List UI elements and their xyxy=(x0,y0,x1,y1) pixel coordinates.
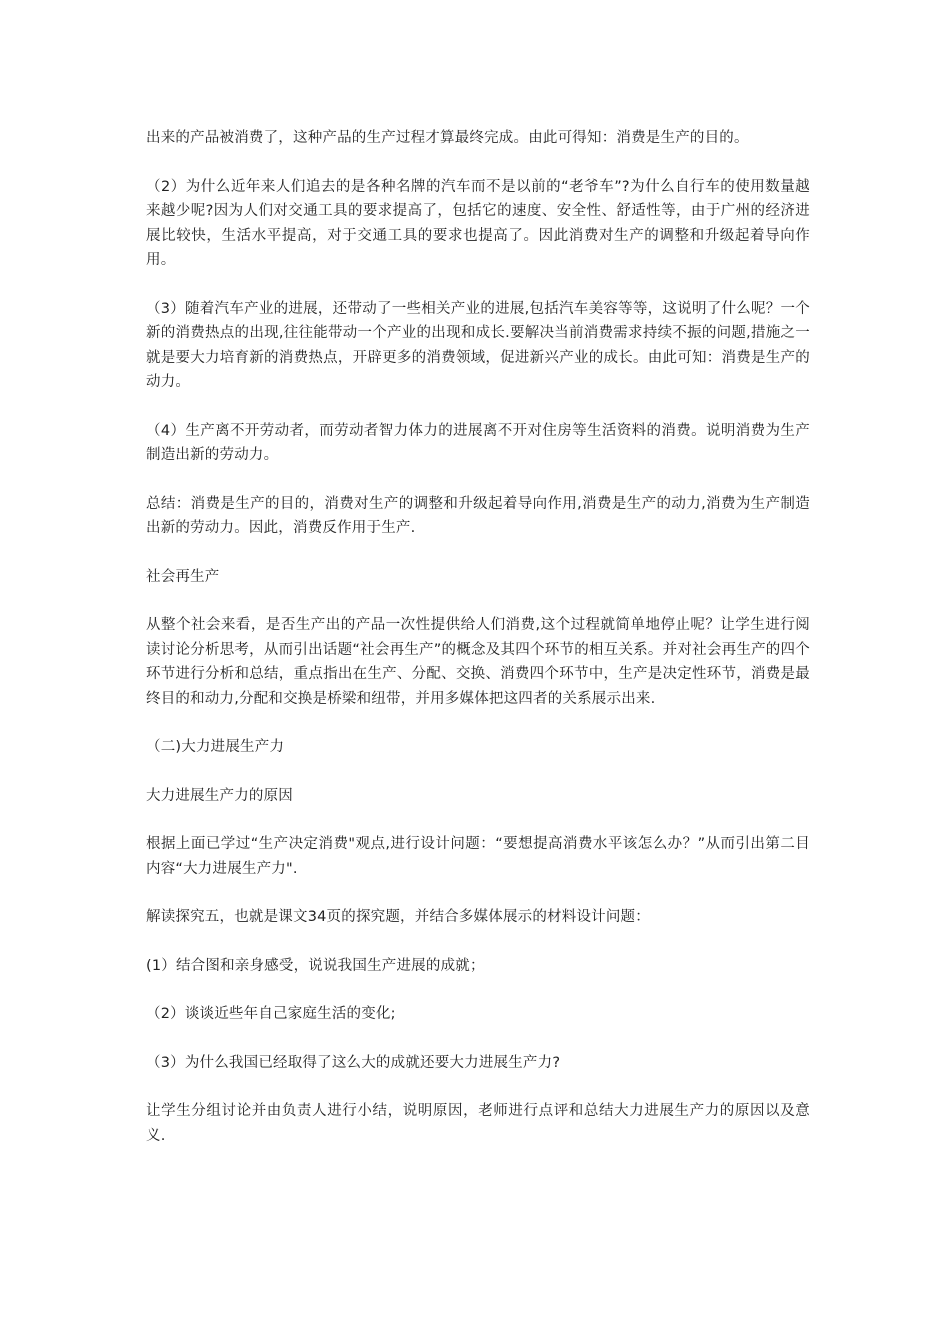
question-item-2: （2）谈谈近些年自己家庭生活的变化; xyxy=(146,1006,396,1022)
paragraph-social-reproduction: 从整个社会来看，是否生产出的产品一次性提供给人们消费,这个过程就简单地停止呢？让学生进行阅读讨论分析思考，从而引出话题“社会再生产”的概念及其四个环节的相互关系。并对社会再生产的四个环节进行分析和总结，重点指出在生产、分配、交换、消费四个环节中，生产是决定性环节，消费是最终目的和动力,分配和交换是桥梁和纽带，并用多媒体把这四者的关系展示出来. xyxy=(146,617,810,707)
section-heading-develop-productivity: （二)大力进展生产力 xyxy=(146,739,285,755)
paragraph-design-question: 根据上面已学过“生产决定消费"观点,进行设计问题：“要想提高消费水平该怎么办？”从而引出第二目内容“大力进展生产力". xyxy=(146,836,810,877)
question-item-1: (1）结合图和亲身感受，说说我国生产进展的成就； xyxy=(146,957,485,974)
paragraph-summary: 总结：消费是生产的目的，消费对生产的调整和升级起着导向作用,消费是生产的动力,消费为生产制造出新的劳动力。因此，消费反作用于生产. xyxy=(146,495,810,536)
document-page xyxy=(146,126,810,1172)
paragraph-explore-five: 解读探究五，也就是课文34页的探究题，并结合多媒体展示的材料设计问题： xyxy=(146,909,650,925)
question-item-3: （3）为什么我国已经取得了这么大的成就还要大力进展生产力? xyxy=(146,1054,561,1071)
paragraph-item-4: （4）生产离不开劳动者，而劳动者智力体力的进展离不开对住房等生活资料的消费。说明消费为生产制造出新的劳动力。 xyxy=(146,422,810,463)
paragraph-consumption-purpose: 出来的产品被消费了，这种产品的生产过程才算最终完成。由此可得知：消费是生产的目的。 xyxy=(146,130,749,146)
subheading-productivity-reasons: 大力进展生产力的原因 xyxy=(146,787,293,804)
paragraph-item-3: （3）随着汽车产业的进展，还带动了一些相关产业的进展,包括汽车美容等等，这说明了什么呢？一个新的消费热点的出现,往往能带动一个产业的出现和成长.要解决当前消费需求持续不振的问题,措施之一就是要大力培育新的消费热点，开辟更多的消费领域，促进新兴产业的成长。由此可知：消费是生产的动力。 xyxy=(146,300,810,390)
section-heading-social-reproduction: 社会再生产 xyxy=(146,568,220,585)
paragraph-group-discussion: 让学生分组讨论并由负责人进行小结，说明原因，老师进行点评和总结大力进展生产力的原因以及意义. xyxy=(146,1103,810,1144)
paragraph-item-2: （2）为什么近年来人们追去的是各种名牌的汽车而不是以前的“老爷车”?为什么自行车的使用数量越来越少呢?因为人们对交通工具的要求提高了，包括它的速度、安全性、舒适性等，由于广州的经济进展比较快，生活水平提高，对于交通工具的要求也提高了。因此消费对生产的调整和升级起着导向作用。 xyxy=(146,178,810,268)
